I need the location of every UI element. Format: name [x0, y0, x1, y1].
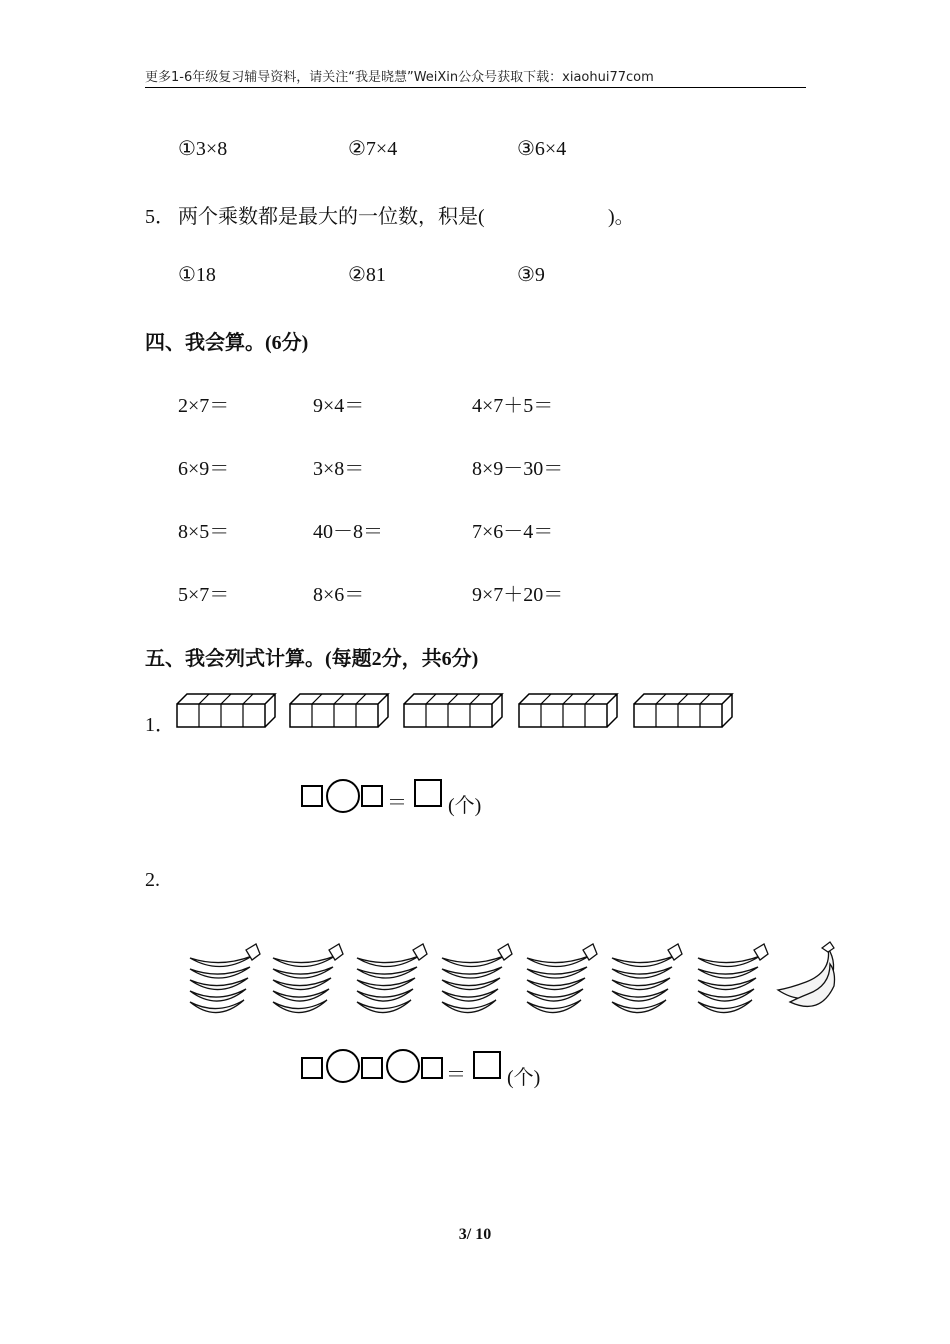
calc-item: 4×7＋5＝ — [472, 395, 554, 417]
answer-box[interactable] — [361, 1057, 383, 1079]
q4-option-1: ①3×8 — [178, 138, 228, 160]
calc-item: 2×7＝ — [178, 395, 230, 417]
calc-item: 9×7＋20＝ — [472, 584, 564, 606]
q5-answer-close: )。 — [608, 206, 635, 228]
calc-item: 5×7＝ — [178, 584, 230, 606]
q4-option-2: ②7×4 — [348, 138, 398, 160]
banana-bunch — [612, 944, 682, 1013]
page-number: 3/ 10 — [458, 1226, 492, 1243]
calc-item: 6×9＝ — [178, 458, 230, 480]
equals-sign: ＝ — [446, 1064, 466, 1086]
result-box[interactable] — [473, 1051, 501, 1079]
banana-bunch — [357, 944, 427, 1013]
calc-item: 8×5＝ — [178, 521, 230, 543]
banana-bunch — [190, 944, 260, 1013]
operator-circle[interactable] — [326, 1049, 360, 1083]
calc-item: 3×8＝ — [313, 458, 365, 480]
answer-box[interactable] — [421, 1057, 443, 1079]
problem1-number: 1． — [145, 714, 175, 736]
calc-item: 40－8＝ — [313, 521, 383, 543]
q5-number: 5． — [145, 206, 175, 228]
section4-title: 四、我会算。(6分) — [145, 332, 309, 354]
calc-item: 9×4＝ — [313, 395, 365, 417]
answer-box[interactable] — [301, 1057, 323, 1079]
unit-label: (个) — [448, 795, 482, 817]
banana-bunch — [527, 944, 597, 1013]
calc-item: 7×6－4＝ — [472, 521, 554, 543]
operator-circle[interactable] — [386, 1049, 420, 1083]
q4-option-3: ③6×4 — [517, 138, 567, 160]
q5-option-1: ①18 — [178, 264, 216, 286]
unit-label: (个) — [507, 1067, 541, 1089]
calc-item: 8×6＝ — [313, 584, 365, 606]
banana-bunch — [273, 944, 343, 1013]
q5-option-2: ②81 — [348, 264, 386, 286]
q5-option-3: ③9 — [517, 264, 545, 286]
q5-question: 两个乘数都是最大的一位数，积是( — [178, 206, 485, 228]
problem2-number: 2. — [145, 869, 160, 891]
page-header: 更多1-6年级复习辅导资料，请关注“我是晓慧”WeiXin公众号获取下载：xiaohui77com — [145, 70, 654, 85]
calc-item: 8×9－30＝ — [472, 458, 564, 480]
banana-pair — [778, 942, 835, 1006]
equals-sign: ＝ — [387, 792, 407, 814]
section5-title: 五、我会列式计算。(每题2分，共6分) — [145, 648, 479, 670]
banana-bunch — [698, 944, 768, 1013]
banana-bunch — [442, 944, 512, 1013]
